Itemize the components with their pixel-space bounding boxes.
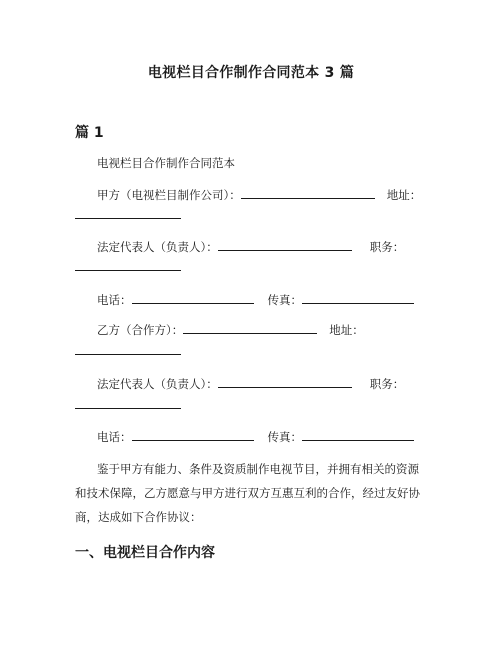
party-a-rep-label: 法定代表人（负责人）： xyxy=(97,240,218,254)
party-b-name-blank[interactable] xyxy=(183,322,317,334)
party-b-address-blank[interactable] xyxy=(75,343,181,355)
party-a-label: 甲方（电视栏目制作公司）： xyxy=(97,188,241,202)
party-b-fax-label: 传真： xyxy=(267,430,302,444)
clause-heading: 一、电视栏目合作内容 xyxy=(75,545,215,561)
party-b-rep-label: 法定代表人（负责人）： xyxy=(97,377,218,391)
party-a-name-blank[interactable] xyxy=(241,187,375,199)
party-b-position-line xyxy=(75,397,181,413)
party-a-position-label: 职务： xyxy=(369,240,405,254)
party-a-address-label: 地址： xyxy=(386,188,422,202)
party-a-position-line xyxy=(75,259,181,275)
party-a-phone-label: 电话： xyxy=(97,293,132,307)
party-b-address-line xyxy=(75,343,181,359)
party-b-label: 乙方（合作方）： xyxy=(97,323,184,337)
party-a-rep-line xyxy=(97,239,404,255)
party-b-phone-label: 电话： xyxy=(97,430,132,444)
party-b-position-label: 职务： xyxy=(369,377,405,391)
party-b-rep-line xyxy=(97,376,404,392)
party-b-rep-blank[interactable] xyxy=(218,376,352,388)
party-a-address-blank[interactable] xyxy=(75,207,181,219)
party-b-position-blank[interactable] xyxy=(75,397,181,409)
section-heading: 篇 1 xyxy=(75,125,104,141)
contract-name: 电视栏目合作制作合同范本 xyxy=(97,156,235,170)
party-b-address-label: 地址： xyxy=(329,323,364,337)
party-a-line xyxy=(97,187,421,203)
party-b-line xyxy=(97,322,364,338)
document-title: 电视栏目合作制作合同范本 3 篇 xyxy=(147,65,355,81)
party-b-fax-blank[interactable] xyxy=(302,429,414,441)
preamble-line-2: 和技术保障，乙方愿意与甲方进行双方互惠互利的合作，经过友好协 xyxy=(75,486,420,500)
party-a-fax-blank[interactable] xyxy=(302,292,414,304)
party-a-address-line xyxy=(75,207,181,223)
party-a-fax-label: 传真： xyxy=(267,293,302,307)
preamble-line-3: 商，达成如下合作协议： xyxy=(75,510,202,524)
party-b-contact-line xyxy=(97,429,414,445)
party-b-phone-blank[interactable] xyxy=(132,429,254,441)
preamble-line-1: 鉴于甲方有能力、条件及资质制作电视节目，并拥有相关的资源 xyxy=(97,462,419,476)
party-a-contact-line xyxy=(97,292,414,308)
party-a-position-blank[interactable] xyxy=(75,259,181,271)
party-a-phone-blank[interactable] xyxy=(132,292,254,304)
party-a-rep-blank[interactable] xyxy=(218,239,352,251)
